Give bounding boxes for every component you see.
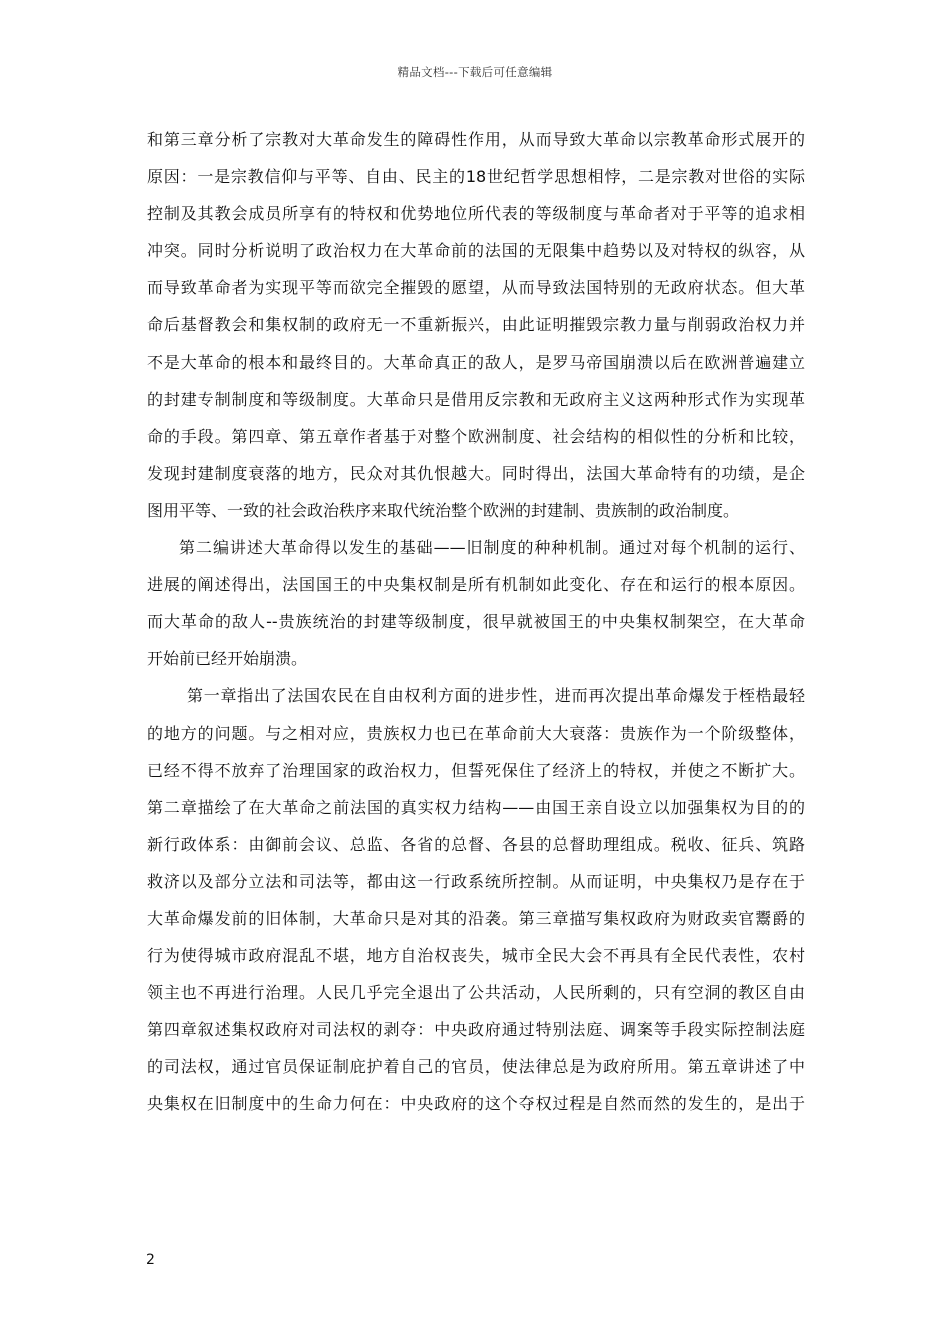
text-line: 的地方的问题。与之相对应，贵族权力也已在革命前大大衰落：贵族作为一个阶级整体， [147, 723, 805, 743]
text-line: 命后基督教会和集权制的政府无一不重新振兴，由此证明摧毁宗教力量与削弱政治权力并 [147, 315, 805, 335]
text-line: 命的手段。第四章、第五章作者基于对整个欧洲制度、社会结构的相似性的分析和比较， [147, 426, 805, 446]
text-line: 大革命爆发前的旧体制，大革命只是对其的沿袭。第三章描写集权政府为财政卖官鬻爵的 [147, 908, 805, 928]
text-line: 的封建专制制度和等级制度。大革命只是借用反宗教和无政府主义这两种形式作为实现革 [147, 389, 805, 409]
text-line: 原因：一是宗教信仰与平等、自由、民主的18世纪哲学思想相悖，二是宗教对世俗的实际 [147, 167, 805, 187]
text-line: 第二章描绘了在大革命之前法国的真实权力结构——由国王亲自设立以加强集权为目的的 [147, 797, 805, 817]
text-line: 第一章指出了法国农民在自由权利方面的进步性，进而再次提出革命爆发于桎梏最轻 [187, 686, 805, 706]
text-line: 发现封建制度衰落的地方，民众对其仇恨越大。同时得出，法国大革命特有的功绩，是企 [147, 463, 805, 483]
text-line: 第四章叙述集权政府对司法权的剥夺：中央政府通过特别法庭、调案等手段实际控制法庭 [147, 1020, 805, 1040]
text-line: 不是大革命的根本和最终目的。大革命真正的敌人，是罗马帝国崩溃以后在欧洲普遍建立 [147, 352, 805, 372]
paragraph-3 [147, 677, 805, 1122]
paragraph-1 [147, 121, 805, 529]
text-line: 控制及其教会成员所享有的特权和优势地位所代表的等级制度与革命者对于平等的追求相 [147, 204, 805, 224]
text-line: 央集权在旧制度中的生命力何在：中央政府的这个夺权过程是自然而然的发生的，是出于 [147, 1094, 805, 1114]
text-line: 开始前已经开始崩溃。 [147, 649, 308, 669]
page-header: 精品文档---下载后可任意编辑 [397, 65, 553, 79]
text-line: 行为使得城市政府混乱不堪，地方自治权丧失，城市全民大会不再具有全民代表性，农村 [147, 946, 805, 966]
text-line: 救济以及部分立法和司法等，都由这一行政系统所控制。从而证明，中央集权乃是存在于 [147, 871, 805, 891]
text-line: 和第三章分析了宗教对大革命发生的障碍性作用，从而导致大革命以宗教革命形式展开的 [147, 130, 805, 149]
text-line: 冲突。同时分析说明了政治权力在大革命前的法国的无限集中趋势以及对特权的纵容，从 [147, 241, 805, 261]
text-line: 新行政体系：由御前会议、总监、各省的总督、各县的总督助理组成。税收、征兵、筑路 [147, 834, 805, 854]
text-line: 而导致革命者为实现平等而欲完全摧毁的愿望，从而导致法国特别的无政府状态。但大革 [147, 278, 805, 298]
text-line: 第二编讲述大革命得以发生的基础——旧制度的种种机制。通过对每个机制的运行、 [179, 538, 805, 558]
text-line: 领主也不再进行治理。人民几乎完全退出了公共活动，人民所剩的，只有空洞的教区自由 [147, 983, 805, 1003]
text-line: 的司法权，通过官员保证制庇护着自己的官员，使法律总是为政府所用。第五章讲述了中 [147, 1057, 805, 1077]
text-line: 而大革命的敌人--贵族统治的封建等级制度，很早就被国王的中央集权制架空，在大革命 [147, 612, 805, 632]
paragraph-2 [147, 529, 805, 677]
document-body [147, 121, 805, 1123]
text-line: 进展的阐述得出，法国国王的中央集权制是所有机制如此变化、存在和运行的根本原因。 [147, 575, 805, 595]
text-line: 已经不得不放弃了治理国家的政治权力，但誓死保住了经济上的特权，并使之不断扩大。 [147, 760, 805, 780]
text-line: 图用平等、一致的社会政治秩序来取代统治整个欧洲的封建制、贵族制的政治制度。 [147, 500, 740, 520]
page-number: 2 [146, 1252, 155, 1268]
